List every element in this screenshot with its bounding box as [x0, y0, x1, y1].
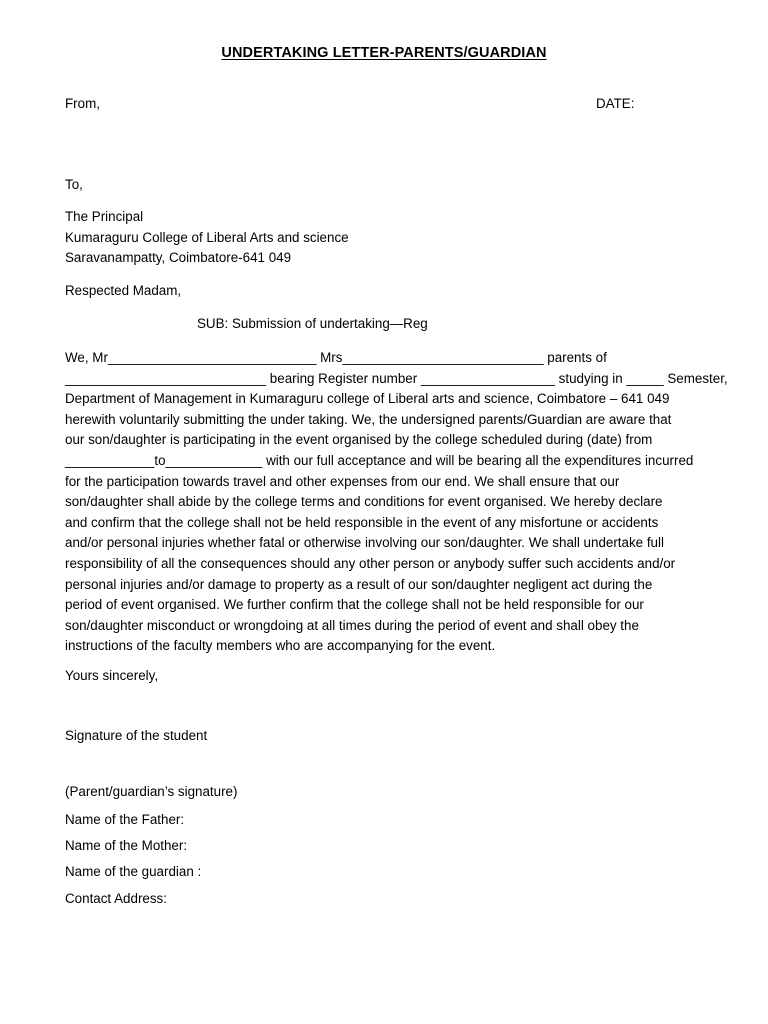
body-line: ___________________________ bearing Register number __________________ studying in _____ Semester, [65, 370, 728, 386]
father-name-label: Name of the Father: [65, 812, 185, 827]
document-title: UNDERTAKING LETTER-PARENTS/GUARDIAN [221, 45, 547, 61]
body-line: our son/daughter is participating in the event organised by the college scheduled during (date) from [65, 432, 653, 448]
parent-signature-label: (Parent/guardian’s signature) [65, 784, 238, 799]
from-label: From, [65, 96, 100, 111]
body-line: son/daughter misconduct or wrongdoing at all times during the period of event and shall obey the [65, 617, 639, 633]
body-line: for the participation towards travel and other expenses from our end. We shall ensure that our [65, 473, 620, 489]
salutation: Respected Madam, [65, 283, 182, 298]
body-paragraph [65, 348, 728, 657]
body-line: personal injuries and/or damage to property as a result of our son/daughter negligent act during the [65, 576, 653, 592]
student-signature-label: Signature of the student [65, 728, 208, 743]
body-line: son/daughter shall abide by the college terms and conditions for event organised. We hereby declare [65, 494, 663, 510]
body-line: responsibility of all the consequences should any other person or anybody suffer such accidents and/or [65, 555, 676, 571]
guardian-name-label: Name of the guardian : [65, 864, 202, 879]
to-label: To, [65, 177, 83, 192]
body-line: ____________to_____________ with our full acceptance and will be bearing all the expenditures incurred [65, 452, 694, 468]
recipient-title: The Principal [65, 209, 144, 224]
subject-line: SUB: Submission of undertaking—Reg [197, 316, 428, 331]
contact-address-label: Contact Address: [65, 891, 167, 906]
body-line: instructions of the faculty members who are accompanying for the event. [65, 638, 496, 654]
recipient-institution: Kumaraguru College of Liberal Arts and science [65, 230, 349, 245]
body-line: period of event organised. We further confirm that the college shall not be held responsible for our [65, 597, 644, 613]
body-line: Department of Management in Kumaraguru college of Liberal arts and science, Coimbatore – 641 049 [65, 391, 670, 407]
body-line: We, Mr____________________________ Mrs___________________________ parents of [65, 350, 607, 365]
date-label: DATE: [596, 96, 635, 111]
closing: Yours sincerely, [65, 668, 159, 683]
body-line: herewith voluntarily submitting the under taking. We, the undersigned parents/Guardian are aware that [65, 411, 672, 427]
body-line: and/or personal injuries whether fatal or otherwise involving our son/daughter. We shall undertake full [65, 535, 664, 551]
body-line: and confirm that the college shall not be held responsible in the event of any misfortune or accidents [65, 514, 659, 530]
recipient-address: Saravanampatty, Coimbatore-641 049 [65, 250, 292, 265]
mother-name-label: Name of the Mother: [65, 838, 188, 853]
